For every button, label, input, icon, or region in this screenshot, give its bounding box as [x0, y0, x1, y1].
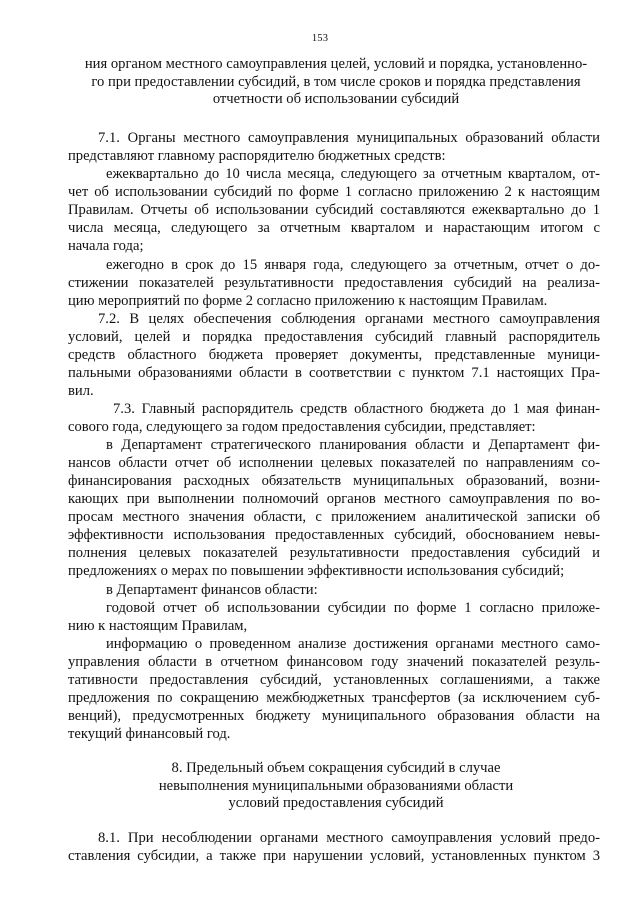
paragraph-8-1-line: ставления субсидии, а также при нарушении условий, установленных пунктом 3	[68, 848, 600, 864]
paragraph-analysis-line: венций), предусмотренных бюджету муниципального образования области на	[68, 708, 600, 724]
paragraph-7-2-line: 7.2. В целях обеспечения соблюдения органами местного самоуправления	[98, 311, 600, 327]
paragraph-7-3-line: сового года, следующего за годом предоставления субсидии, представляет:	[68, 419, 536, 435]
paragraph-7-1-line: представляют главному распорядителю бюджетных средств:	[68, 148, 446, 164]
paragraph-quarterly-line: начала года;	[68, 238, 144, 254]
paragraph-analysis-line: предложения по сокращению межбюджетных трансфертов (за исключением суб-	[68, 690, 600, 706]
paragraph-analysis-line: текущий финансовый год.	[68, 726, 231, 742]
heading-line: 8. Предельный объем сокращения субсидий в случае	[171, 760, 501, 776]
paragraph-7-2-line: средств областного бюджета проверяет документы, представленные муници-	[68, 347, 600, 363]
paragraph-quarterly-line: числа месяца, следующего за отчетным кварталом и нарастающим итогом с	[68, 220, 600, 236]
paragraph-annual-line: стижении показателей результативности предоставления субсидий на реализа-	[68, 275, 600, 291]
paragraph-departments-line: предложениях о мерах по повышении эффективности использования субсидий;	[68, 563, 565, 579]
paragraph-quarterly-line: Правилам. Отчеты об использовании субсидий составляются ежеквартально до 1	[68, 202, 600, 218]
paragraph-annual-line: ежегодно в срок до 15 января года, следующего за отчетным, отчет о до-	[106, 257, 600, 273]
paragraph-departments-line: кающих при выполнении полномочий органов местного самоуправления по во-	[68, 491, 600, 507]
paragraph-analysis-line: тативности предоставления субсидий, установленных соглашениями, а также	[68, 672, 600, 688]
paragraph-annual-line: цию мероприятий по форме 2 согласно приложению к настоящим Правилам.	[68, 293, 548, 309]
paragraph-7-3-line: 7.3. Главный распорядитель средств областного бюджета до 1 мая финан-	[113, 401, 600, 417]
paragraph-7-2-line: вил.	[68, 383, 94, 399]
page-number: 153	[311, 33, 329, 44]
heading-line: условий предоставления субсидий	[228, 795, 444, 812]
paragraph-7-2-line: пальными образованиями области в соответствии с пунктом 7.1 настоящих Пра-	[68, 365, 600, 381]
paragraph-departments-line: полнения целевых показателей результативности предоставления субсидий и	[68, 545, 600, 561]
paragraph-departments-line: эффективности использования предоставленных субсидий, обоснованием невы-	[68, 527, 600, 543]
paragraph-departments-line: в Департамент стратегического планирования области и Департамент фи-	[106, 437, 600, 453]
heading-line: невыполнения муниципальными образованиями области	[158, 777, 514, 794]
paragraph-finance-dept-line: в Департамент финансов области:	[106, 582, 318, 598]
heading-line: го при предоставлении субсидий, в том числе сроков и порядка представления	[91, 73, 581, 90]
paragraph-analysis-line: информацию о проведенном анализе достижения органами местного само-	[106, 636, 600, 652]
section-heading-continued	[68, 56, 604, 109]
heading-line: ния органом местного самоуправления целей, условий и порядка, установленно-	[84, 56, 588, 72]
paragraph-annual-report-line: годовой отчет об использовании субсидии по форме 1 согласно приложе-	[106, 600, 600, 616]
paragraph-annual-report-line: нию к настоящим Правилам,	[68, 618, 248, 634]
heading-line: отчетности об использовании субсидий	[212, 91, 460, 108]
paragraph-departments-line: нансов области отчет об исполнении целевых показателей по направлениям со-	[68, 455, 600, 471]
paragraph-quarterly-line: ежеквартально до 10 числа месяца, следующего за отчетным кварталом, от-	[106, 166, 600, 182]
paragraph-departments-line: финансирования расходных обязательств муниципальных образований, возни-	[68, 473, 600, 489]
paragraph-departments-line: просам местного значения области, с приложением аналитической записки об	[68, 509, 600, 525]
paragraph-8-1-line: 8.1. При несоблюдении органами местного самоуправления условий предо-	[98, 830, 600, 846]
paragraph-analysis-line: управления области в отчетном финансовом году значений показателей резуль-	[68, 654, 600, 670]
paragraph-7-1-line: 7.1. Органы местного самоуправления муниципальных образований области	[98, 130, 600, 146]
paragraph-7-2-line: условий, целей и порядка предоставления субсидий главный распорядитель	[68, 329, 600, 345]
paragraph-quarterly-line: чет об использовании субсидий по форме 1 согласно приложению 2 к настоящим	[68, 184, 600, 200]
section-8-heading	[68, 760, 604, 813]
